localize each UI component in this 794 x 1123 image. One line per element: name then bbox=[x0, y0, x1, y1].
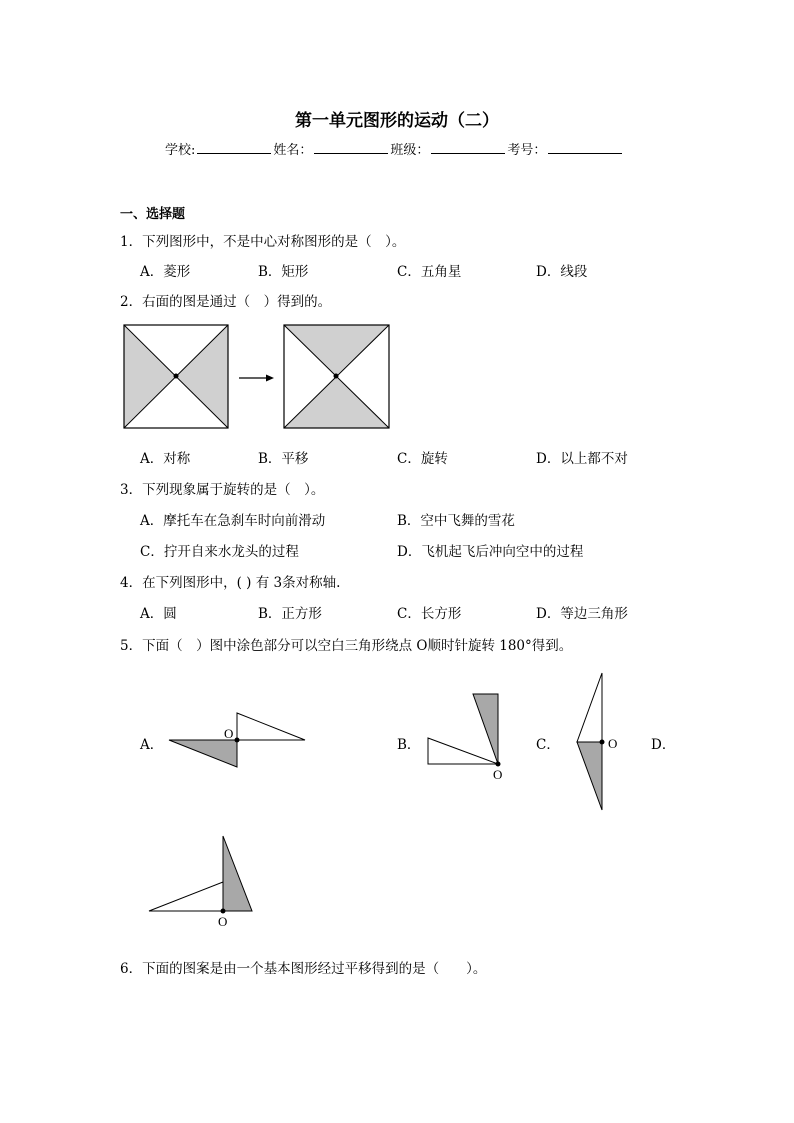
q3-option-c[interactable]: C．拧开自来水龙头的过程 bbox=[140, 544, 299, 560]
q5-b-point-label: O bbox=[493, 767, 503, 782]
q4-option-b[interactable]: B．正方形 bbox=[258, 606, 322, 622]
class-label: 班级： bbox=[390, 143, 430, 158]
q4-option-c[interactable]: C．长方形 bbox=[397, 606, 462, 622]
q3-option-d[interactable]: D．飞机起飞后冲向空中的过程 bbox=[397, 544, 584, 560]
q3-option-a[interactable]: A．摩托车在急刹车时向前滑动 bbox=[140, 513, 326, 529]
q5-figure-c bbox=[577, 673, 605, 810]
question-6-stem: 6．下面的图案是由一个基本图形经过平移得到的是（ ）。 bbox=[120, 961, 487, 977]
q5-option-b[interactable]: B． bbox=[397, 737, 421, 753]
q5-option-c[interactable]: C． bbox=[536, 737, 560, 753]
question-5-stem: 5．下面（ ）图中涂色部分可以空白三角形绕点 O顺时针旋转 180°得到。 bbox=[120, 638, 573, 654]
q4-option-d[interactable]: D．等边三角形 bbox=[536, 606, 628, 622]
q5-option-a[interactable]: A． bbox=[140, 737, 164, 753]
exam-no-label: 考号： bbox=[507, 143, 547, 158]
page-title: 第一单元图形的运动（二） bbox=[295, 111, 499, 131]
section-heading: 一、选择题 bbox=[120, 207, 186, 222]
q5-figure-b bbox=[428, 694, 501, 767]
question-2-stem: 2．右面的图是通过（ ）得到的。 bbox=[120, 294, 332, 310]
question-1-stem: 1．下列图形中，不是中心对称图形的是（ ）。 bbox=[120, 234, 406, 250]
q5-figure-a bbox=[169, 713, 305, 767]
q3-option-b[interactable]: B．空中飞舞的雪花 bbox=[397, 513, 515, 529]
q2-option-c[interactable]: C．旋转 bbox=[397, 451, 448, 467]
q5-c-point-label: O bbox=[608, 736, 618, 751]
q5-figure-d bbox=[149, 836, 252, 914]
q5-d-point-label: O bbox=[218, 914, 228, 929]
q5-option-d[interactable]: D． bbox=[651, 737, 676, 753]
q1-option-c[interactable]: C．五角星 bbox=[397, 264, 462, 280]
q4-option-a[interactable]: A．圆 bbox=[140, 606, 177, 622]
q2-option-b[interactable]: B．平移 bbox=[258, 451, 309, 467]
q1-option-d[interactable]: D．线段 bbox=[536, 264, 588, 280]
q1-option-a[interactable]: A．菱形 bbox=[140, 264, 191, 280]
question-3-stem: 3．下列现象属于旋转的是（ ）。 bbox=[120, 482, 325, 498]
q2-option-a[interactable]: A．对称 bbox=[140, 451, 191, 467]
name-label: 姓名： bbox=[273, 143, 313, 158]
question-4-stem: 4．在下列图形中，( ) 有 3条对称轴. bbox=[120, 575, 341, 591]
q1-option-b[interactable]: B．矩形 bbox=[258, 264, 309, 280]
q2-option-d[interactable]: D．以上都不对 bbox=[536, 451, 628, 467]
q5-a-point-label: O bbox=[224, 726, 234, 741]
school-label: 学校: bbox=[165, 143, 196, 158]
